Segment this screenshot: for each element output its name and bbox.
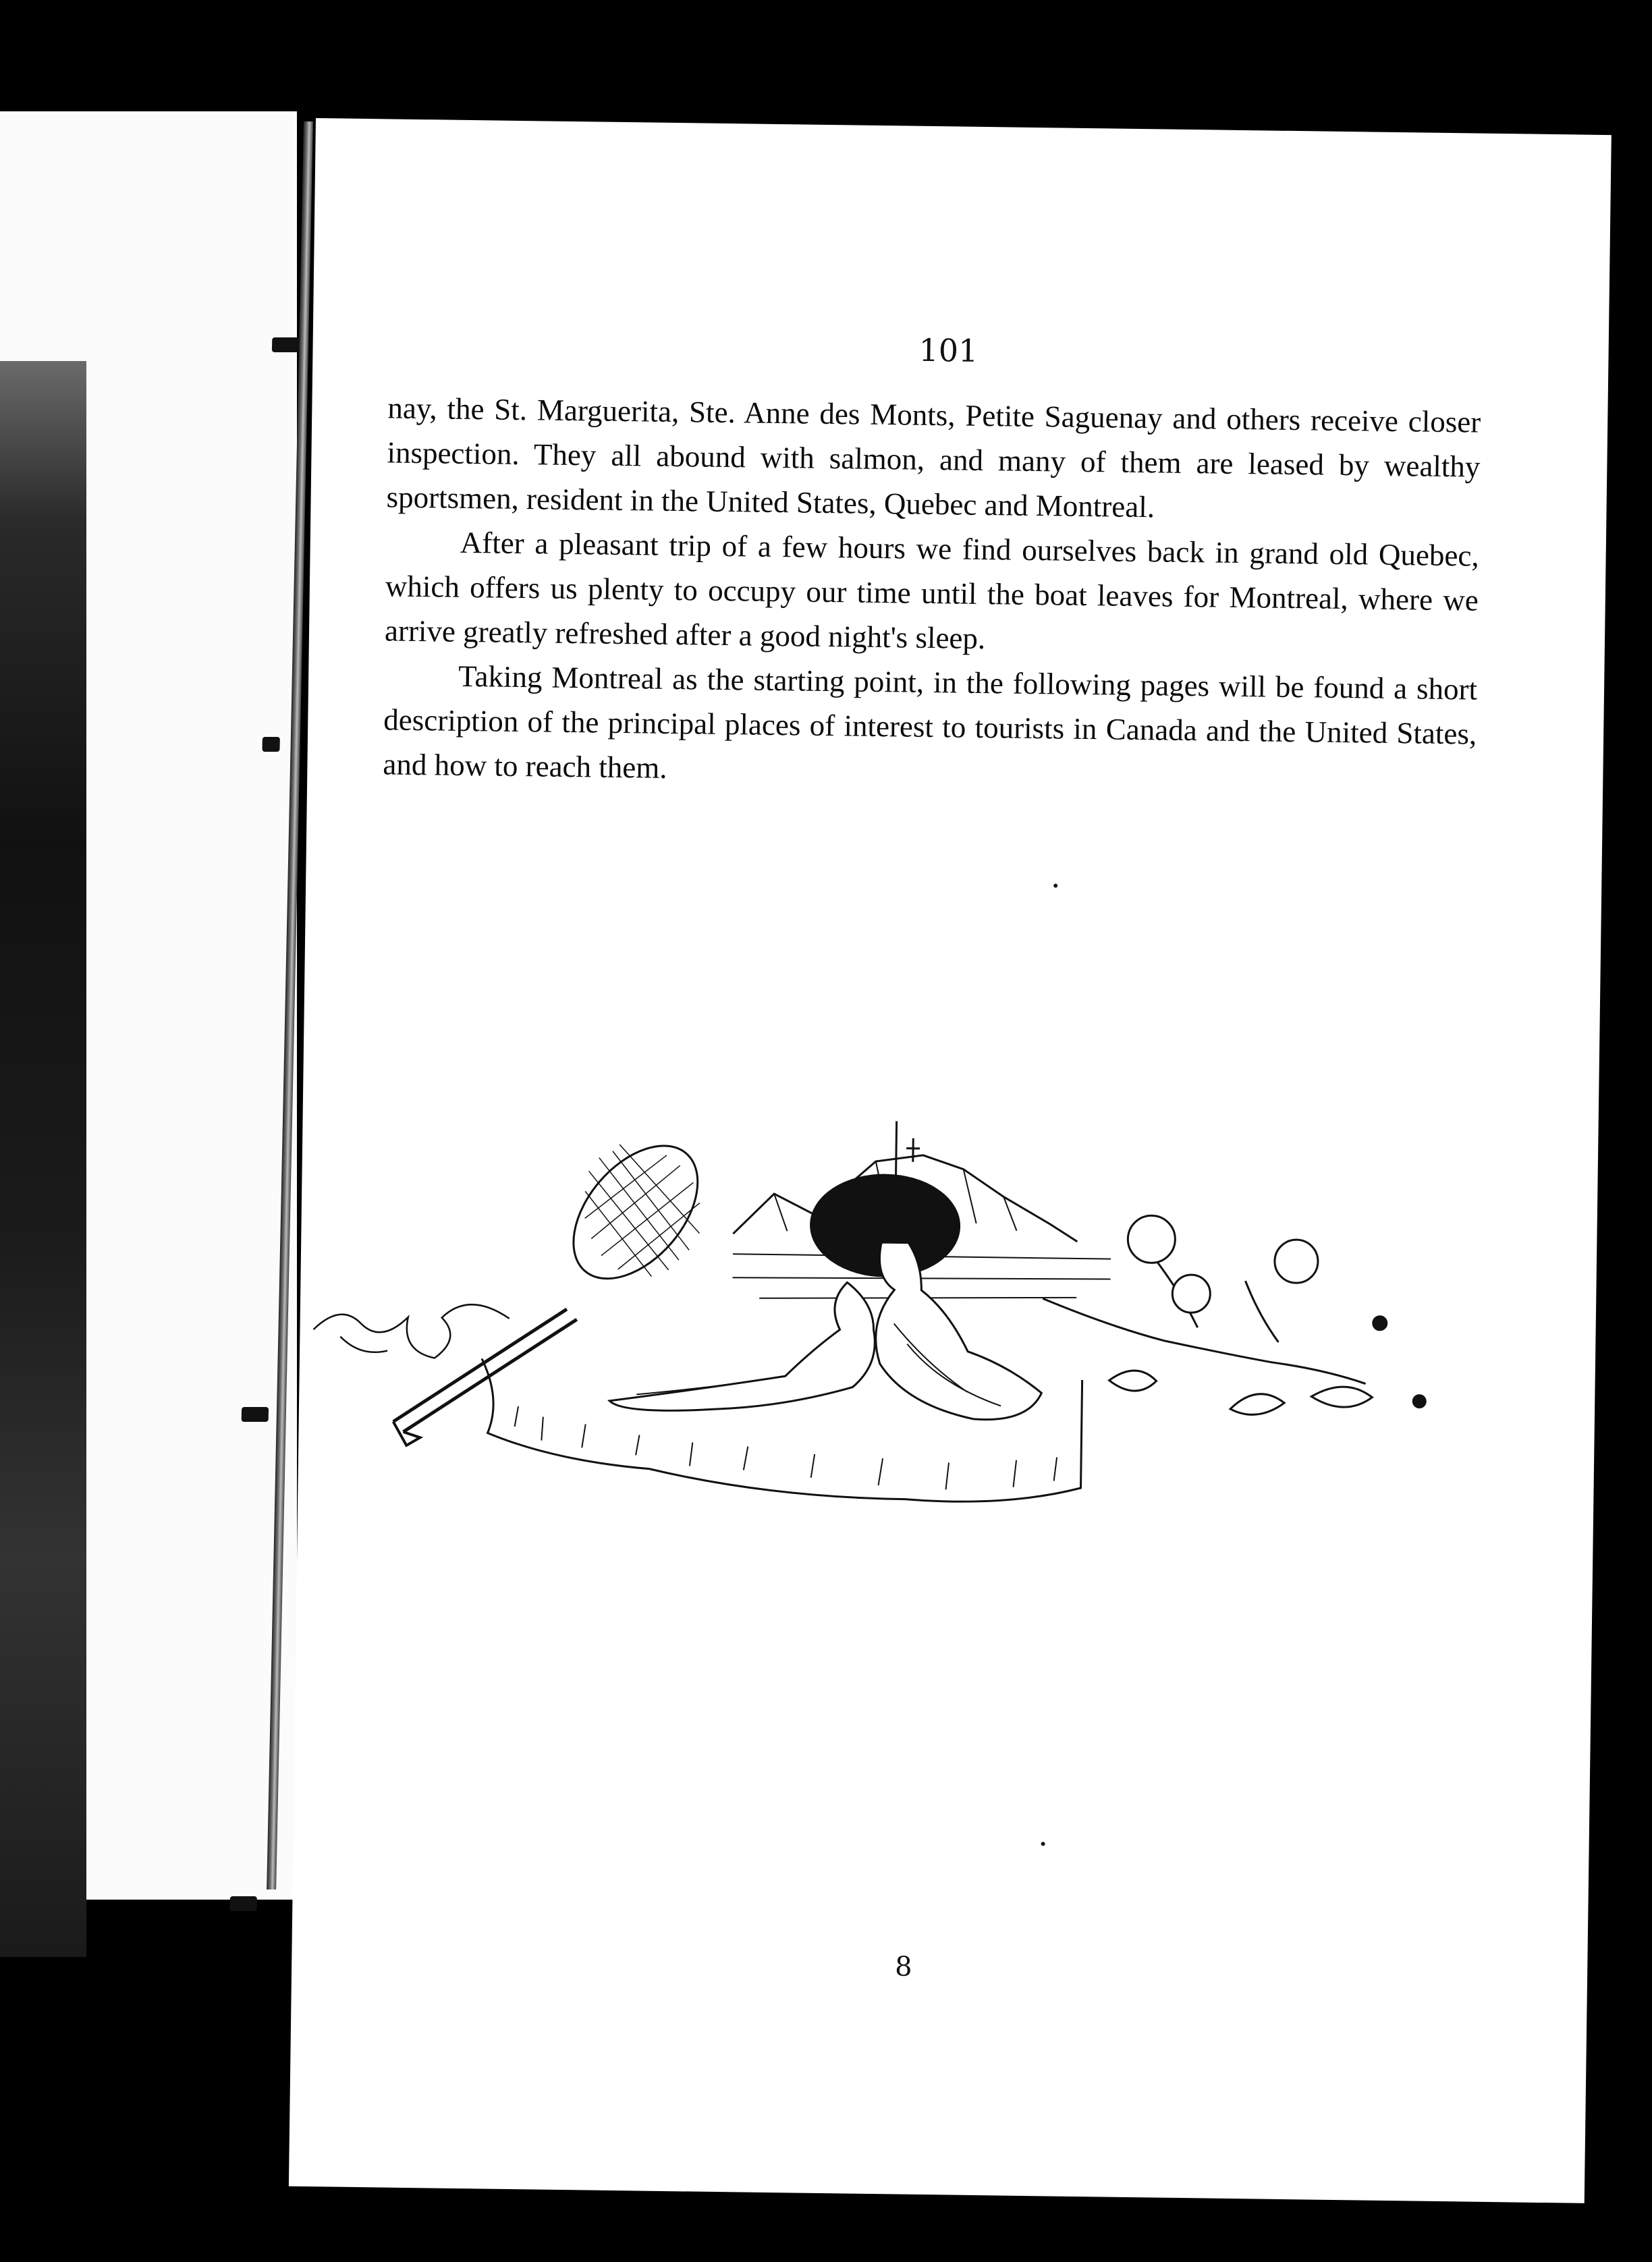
ribbon [313,1302,510,1359]
flower [1172,1275,1211,1313]
right-page [289,118,1612,2203]
picnic-illustration [298,1113,1518,1548]
page-number: 101 [918,331,979,369]
ink-speck [1053,883,1057,887]
body-text [383,385,1481,800]
binding-stitch [242,1407,269,1422]
flower [1128,1215,1176,1263]
flower-bud [1413,1395,1425,1407]
racket-handle [393,1307,577,1435]
flower [1275,1240,1319,1284]
castle-spire [896,1121,920,1175]
binding-stitch [229,1896,256,1911]
tennis-racket-head [549,1123,722,1302]
paragraph-montreal-starting-point: Taking Montreal as the starting point, in the following pages will be found a short description of the principal places of interest to tourists in Canada and the United States, and how to reach them. [383,659,1478,785]
racket-strings [584,1144,701,1277]
paragraph-continuation: nay, the St. Marguerita, Ste. Anne des Monts, Petite Saguenay and others receive closer inspection. They all abound with salmon, and many of them are leased by wealthy sportsmen, resident in the United States, Quebec and Montreal. [386,391,1481,524]
paragraph-quebec-return: After a pleasant trip of a few hours we find ourselves back in grand old Quebec, which offers us plenty to occupy our time until the boat leaves for Montreal, where we arrive greatly refreshed after a good night's sleep. [384,525,1479,656]
left-page-photograph [0,361,86,1957]
leaf [1109,1371,1373,1416]
binding-stitch [262,737,279,752]
signature-mark: 8 [894,1951,912,1983]
ink-speck [1041,1842,1045,1846]
flower-bud [1373,1317,1387,1330]
binding-stitch [272,337,299,352]
